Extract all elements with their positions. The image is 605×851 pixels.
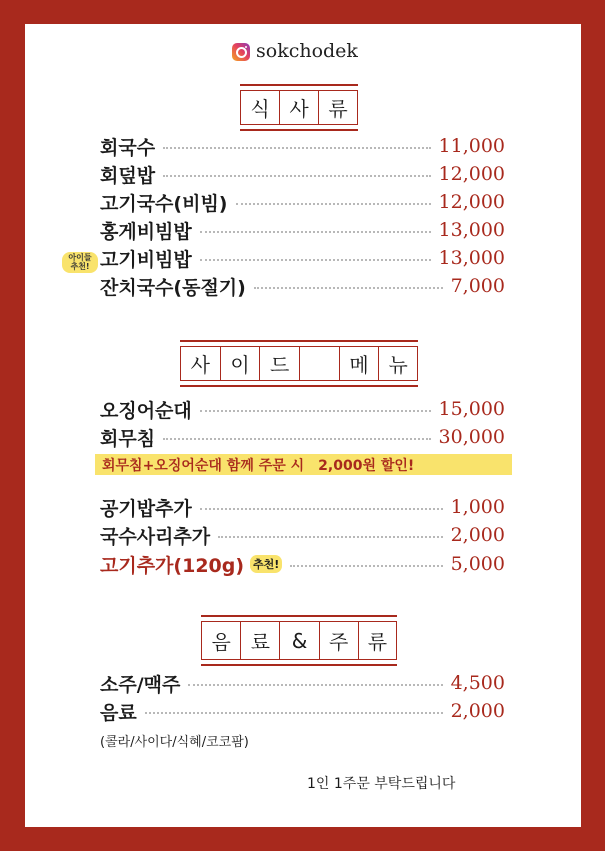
menu-item bbox=[100, 670, 505, 696]
item-name: 회무침 bbox=[100, 427, 156, 450]
recommend-badge: 추천! bbox=[250, 555, 282, 573]
section-heading-meals bbox=[240, 84, 358, 131]
item-price: 2,000 bbox=[450, 524, 505, 546]
section-heading-drinks bbox=[201, 615, 397, 666]
dot-leader bbox=[200, 259, 431, 261]
item-price: 12,000 bbox=[438, 163, 505, 185]
menu-item bbox=[100, 161, 505, 187]
dot-leader bbox=[163, 438, 430, 440]
item-name: 잔치국수(동절기) bbox=[100, 276, 246, 299]
item-price: 1,000 bbox=[450, 496, 505, 518]
item-name: 음료 bbox=[100, 701, 137, 724]
dot-leader bbox=[188, 684, 442, 686]
item-price: 12,000 bbox=[438, 191, 505, 213]
item-name: 회국수 bbox=[100, 136, 156, 159]
item-name: 공기밥추가 bbox=[100, 497, 192, 520]
heading-char bbox=[299, 347, 339, 380]
kids-recommend-badge bbox=[62, 252, 98, 273]
heading-char: 류 bbox=[358, 622, 397, 659]
item-name: 오징어순대 bbox=[100, 399, 192, 422]
order-notice: 1인 1주문 부탁드립니다 bbox=[307, 776, 456, 792]
dot-leader bbox=[290, 565, 442, 567]
item-price: 13,000 bbox=[438, 247, 505, 269]
badge-line: 아이들 bbox=[68, 253, 92, 262]
item-name: 홍게비빔밥 bbox=[100, 220, 192, 243]
item-price: 5,000 bbox=[450, 553, 505, 575]
heading-char: 드 bbox=[259, 347, 299, 380]
heading-char: 식 bbox=[240, 91, 279, 124]
item-name: 고기추가(120g) bbox=[100, 554, 245, 577]
dot-leader bbox=[163, 147, 430, 149]
item-price: 11,000 bbox=[438, 135, 505, 157]
item-name: 고기비빔밥 bbox=[100, 248, 192, 271]
item-price: 2,000 bbox=[450, 700, 505, 722]
dot-leader bbox=[236, 203, 431, 205]
dot-leader bbox=[254, 287, 443, 289]
dot-leader bbox=[200, 231, 431, 233]
heading-char: 이 bbox=[220, 347, 260, 380]
menu-item bbox=[100, 494, 505, 520]
menu-item bbox=[100, 189, 505, 215]
item-price: 4,500 bbox=[450, 672, 505, 694]
menu-item bbox=[100, 551, 505, 577]
combo-discount-banner bbox=[95, 454, 512, 475]
menu-item bbox=[100, 273, 505, 299]
heading-char: 사 bbox=[180, 347, 220, 380]
menu-item bbox=[100, 133, 505, 159]
badge-line: 추천! bbox=[70, 262, 90, 271]
item-name: 국수사리추가 bbox=[100, 525, 211, 548]
drinks-note: (콜라/사이다/식혜/코코팜) bbox=[100, 735, 249, 750]
item-price: 30,000 bbox=[438, 426, 505, 448]
heading-char: 료 bbox=[240, 622, 279, 659]
promo-amount: 2,000원 할인! bbox=[318, 457, 415, 474]
section-heading-sides bbox=[180, 340, 418, 387]
menu-item bbox=[100, 522, 505, 548]
dot-leader bbox=[200, 410, 431, 412]
heading-char: 주 bbox=[319, 622, 358, 659]
dot-leader bbox=[200, 508, 443, 510]
menu-item bbox=[100, 217, 505, 243]
item-name: 고기국수(비빔) bbox=[100, 192, 228, 215]
menu-item bbox=[100, 396, 505, 422]
menu-item bbox=[100, 698, 505, 724]
item-name: 소주/맥주 bbox=[100, 673, 181, 696]
item-price: 7,000 bbox=[450, 275, 505, 297]
heading-char: 메 bbox=[339, 347, 379, 380]
heading-char: 뉴 bbox=[378, 347, 418, 380]
heading-char: 음 bbox=[201, 622, 240, 659]
heading-char: 류 bbox=[318, 91, 358, 124]
menu-item bbox=[100, 245, 505, 271]
dot-leader bbox=[163, 175, 430, 177]
item-price: 13,000 bbox=[438, 219, 505, 241]
promo-text: 회무침+오징어순대 함께 주문 시 bbox=[102, 457, 305, 474]
instagram-handle: sokchodek bbox=[256, 40, 358, 62]
item-name: 회덮밥 bbox=[100, 164, 156, 187]
menu-item bbox=[100, 424, 505, 450]
heading-char: & bbox=[279, 622, 318, 659]
dot-leader bbox=[218, 536, 442, 538]
dot-leader bbox=[145, 712, 443, 714]
heading-char: 사 bbox=[279, 91, 318, 124]
item-price: 15,000 bbox=[438, 398, 505, 420]
instagram-icon bbox=[232, 43, 250, 61]
